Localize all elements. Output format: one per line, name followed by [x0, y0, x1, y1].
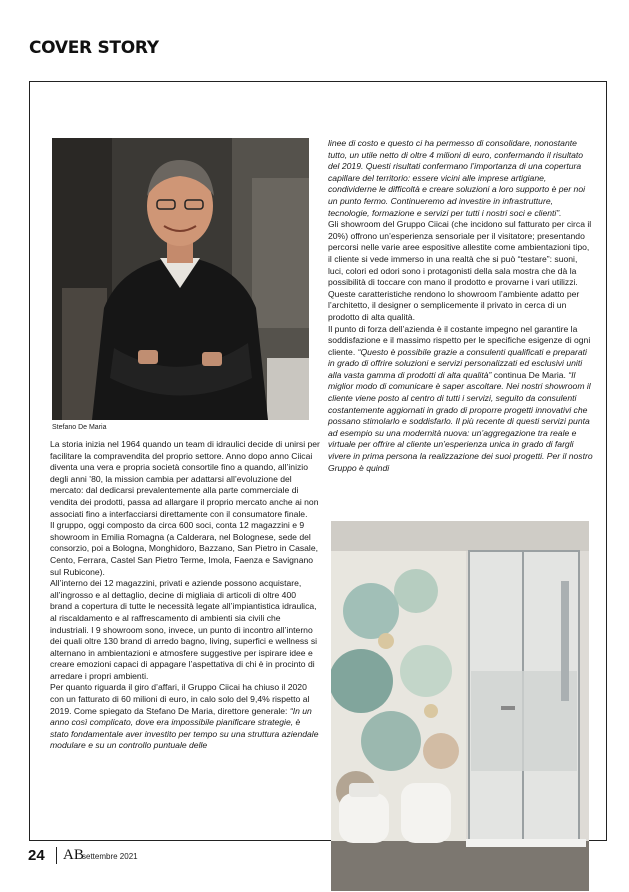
paragraph: All’interno dei 12 magazzini, privati e aziende possono acquistare, all’ingrosso e al dettaglio, decine di migliaia di articoli di oltre 400 brand a copertura di tutte le necessità legate all’impiantistica idraulica, al riscaldamento e al raffrescamento di ambienti sia civili che industriali. I 9 showroom sono, invece, un punto di incontro all’interno dei quali oltre 130 brand di arredo bagno, living, superfici e wellness si alternano in ambientazioni e atmosfere suggestive per ispirare idee e creare emozioni capaci di appagare l’aspettativa di chi è in procinto di arredare i propri ambienti.: [50, 578, 318, 681]
quote-text: “Questo è possibile grazie a consulenti qualificati e preparati in grado di offrire soluzioni e servizi personalizzati ed esclusivi uniti alla vasta gamma di prodotti di alta qualità”: [328, 346, 587, 380]
portrait-caption: Stefano De Maria: [52, 424, 107, 431]
page-number: 24: [28, 847, 45, 864]
right-column: [328, 138, 593, 474]
paragraph: Il gruppo, oggi composto da circa 600 soci, conta 12 magazzini e 9 showroom in Emilia Romagna (a Calderara, nel Bolognese, sede del consorzio, poi a Bologna, Monghidoro, Bazzano, San Pietro in Casale, Cento, Ferrara, Castel San Pietro Terme, Imola, Faenza e Savignano sul Rubicone).: [50, 520, 319, 577]
paragraph: [50, 682, 320, 752]
quote-text: linee di costo e questo ci ha permesso di consolidare, nonostante tutto, un utile netto di oltre 4 milioni di euro, confermando il risultato del 2019. Questi risultati confermano l’importanza di una copertura capillare del territorio: essere vicini alle imprese artigiane, condividerne le difficoltà e creare soluzioni a loro supporto è per noi un punto fermo. Continueremo ad investire in infrastrutture, tecnologie, formazione e servizi per tutti i nostri soci e clienti”.: [328, 138, 586, 218]
section-title: COVER STORY: [29, 38, 159, 58]
magazine-logo: AB: [56, 847, 84, 864]
portrait-photo: [52, 138, 309, 420]
left-column: [50, 439, 320, 752]
quote-text: “Il miglior modo di comunicare è saper ascoltare. Nei nostri showroom il cliente viene posto al centro di tutti i servizi, seguito da consulenti costantemente aggiornati in grado di proporre progetti innovativi che possano stimolarlo e soddisfarlo. Il più recente di questi servizi punta ad esempio su una modernità nuova: un’aggregazione tra reale e virtuale per offrire al cliente un’esperienza unica in grado di fargli vivere in prima persona la realizzazione dei suoi progetti. Per il nostro Gruppo è quindi: [328, 369, 593, 473]
quote-text: “In un anno così complicato, dove era impossibile pianificare strategie, è stato fondamentale aver investito per tempo su una struttura aziendale modulare e su un controllo puntuale delle: [50, 705, 319, 751]
bathroom-photo: [331, 521, 589, 891]
paragraph-text: Per quanto riguarda il giro d’affari, il Gruppo Ciicai ha chiuso il 2020 con un fatturato di 60 milioni di euro, in calo solo del 9,4% rispetto al 2019. Come spiegato da Stefano De Maria, direttore generale:: [50, 682, 310, 716]
issue-date: settembre 2021: [82, 852, 138, 861]
paragraph: Gli showroom del Gruppo Ciicai (che incidono sul fatturato per circa il 20%) offrono un’esperienza sensoriale per il visitatore; presentando percorsi nelle varie aree espositive allestite come ambientazioni tipo, il cliente si vede immerso in una realtà che si può “testare”: suoni, luci, colori ed odori sono i protagonisti della sala mostra che dà la possibilità di toccare con mano il prodotto e provarne i vari utilizzi. Queste caratteristiche rendono lo showroom l’ambiente adatto per l’architetto, il designer o semplicemente il privato in cerca di un prodotto di alta qualità.: [328, 219, 592, 322]
paragraph-text: continua De Maria.: [493, 369, 566, 380]
paragraph: La storia inizia nel 1964 quando un team di idraulici decide di unirsi per facilitare la compravendita del proprio settore. Anno dopo anno Ciicai diventa una vera e propria società consortile fino a quando, all’inizio degli anni ’80, la mission cambia per adattarsi all’evoluzione del mercato: dal dedicarsi prevalentemente alla parte commerciale di vendita dei prodotti, passa ad allargare il proprio mercato anche ai non associati fino a interfacciarsi direttamente con il consumatore finale.: [50, 439, 320, 519]
paragraph: [328, 324, 593, 475]
paragraph-text: Il punto di forza dell’azienda è il costante impegno nel garantire la soddisfazione e il massimo rispetto per le specifiche esigenze di ogni cliente.: [328, 323, 591, 357]
